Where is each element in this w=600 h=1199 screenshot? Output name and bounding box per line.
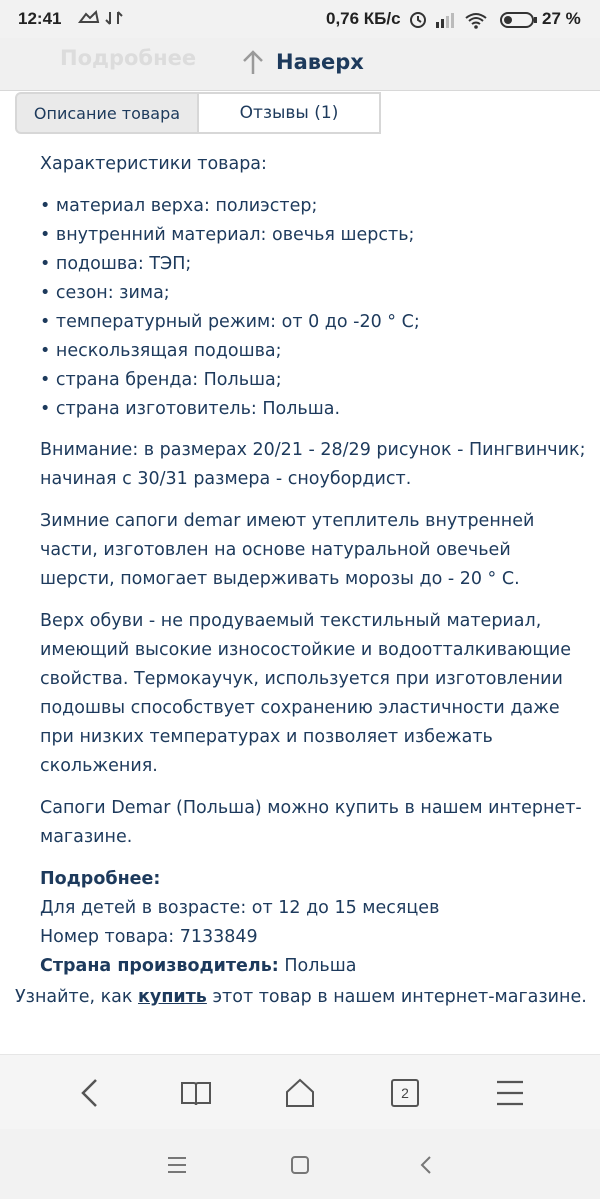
scroll-to-top-label: Наверх xyxy=(276,50,364,74)
book-icon xyxy=(180,1079,212,1107)
chevron-left-icon xyxy=(78,1077,102,1109)
buy-text-before: Узнайте, как xyxy=(15,987,139,1007)
battery-percent: 27 % xyxy=(542,9,581,28)
system-back-button[interactable] xyxy=(412,1151,440,1179)
menu-lines-icon xyxy=(166,1155,188,1175)
bookmarks-button[interactable] xyxy=(178,1075,214,1111)
list-item: • сезон: зима; xyxy=(40,283,170,303)
product-description xyxy=(40,150,590,981)
tab-reviews[interactable]: Отзывы (1) xyxy=(197,92,381,134)
net-speed: 0,76 КБ/с xyxy=(326,9,401,28)
more-label: Подробнее: xyxy=(40,869,161,889)
country-value: Польша xyxy=(278,956,357,976)
back-button[interactable] xyxy=(72,1075,108,1111)
menu-button[interactable] xyxy=(492,1075,528,1111)
insulation-paragraph: Зимние сапоги demar имеют утеплитель внутренней части, изготовлен на основе натуральной овечьей шерсти, помогает выдерживать морозы до - 20 ° С. xyxy=(40,511,535,589)
list-item: • внутренний материал: овечья шерсть; xyxy=(40,225,415,245)
list-item: • страна бренда: Польша; xyxy=(40,370,282,390)
list-item: • страна изготовитель: Польша. xyxy=(40,399,341,419)
list-item: • нескользящая подошва; xyxy=(40,341,282,361)
country-line xyxy=(40,952,590,981)
buy-text-after: этот товар в нашем интернет-магазине. xyxy=(206,987,587,1007)
sync-icon xyxy=(106,12,122,24)
list-item: • температурный режим: от 0 до -20 ° С; xyxy=(40,312,420,332)
buy-info-line xyxy=(15,983,600,1012)
buy-link[interactable]: купить xyxy=(138,987,207,1007)
characteristics-list xyxy=(40,192,590,424)
status-time: 12:41 xyxy=(18,9,62,28)
country-label: Страна производитель: xyxy=(40,956,279,976)
wifi-icon xyxy=(466,14,486,24)
notification-icons xyxy=(78,8,138,33)
home-button[interactable] xyxy=(282,1075,318,1111)
home-icon xyxy=(284,1077,316,1109)
recent-apps-button[interactable] xyxy=(163,1151,191,1179)
buy-paragraph: Сапоги Demar (Польша) можно купить в нашем интернет-магазине. xyxy=(40,798,582,847)
arrow-up-icon xyxy=(240,48,266,80)
signal-icon xyxy=(436,22,439,28)
square-icon xyxy=(289,1154,311,1176)
list-item: • материал верха: полиэстер; xyxy=(40,196,318,216)
tab-count: 2 xyxy=(401,1085,409,1101)
tab-description[interactable]: Описание товара xyxy=(15,92,199,134)
list-item: • подошва: ТЭП; xyxy=(40,254,192,274)
sku-line: Номер товара: 7133849 xyxy=(40,927,258,947)
age-line: Для детей в возрасте: от 12 до 15 месяцев xyxy=(40,898,440,918)
system-home-button[interactable] xyxy=(286,1151,314,1179)
shoe-icon xyxy=(80,12,98,22)
characteristics-heading: Характеристики товара: xyxy=(40,154,267,174)
status-bar xyxy=(0,0,600,38)
chevron-left-icon xyxy=(418,1154,434,1176)
material-paragraph: Верх обуви - не продуваемый текстильный материал, имеющий высокие износостойкие и водоотталкивающие свойства. Термокаучук, используется при изготовлении подошвы способствует сохранению эластичности даже при низких температурах и позволяет избежать скольжения. xyxy=(40,611,572,776)
status-icons xyxy=(410,10,500,35)
system-nav-bar xyxy=(0,1129,600,1199)
browser-toolbar xyxy=(0,1054,600,1129)
ghost-heading: Подробнее xyxy=(60,46,197,70)
scroll-to-top-bar[interactable] xyxy=(0,38,600,91)
tabs-button[interactable] xyxy=(387,1075,423,1111)
battery-icon xyxy=(500,10,538,35)
hamburger-icon xyxy=(495,1079,525,1107)
size-note: Внимание: в размерах 20/21 - 28/29 рисунок - Пингвинчик; начиная с 30/31 размера - сноубордист. xyxy=(40,440,586,489)
